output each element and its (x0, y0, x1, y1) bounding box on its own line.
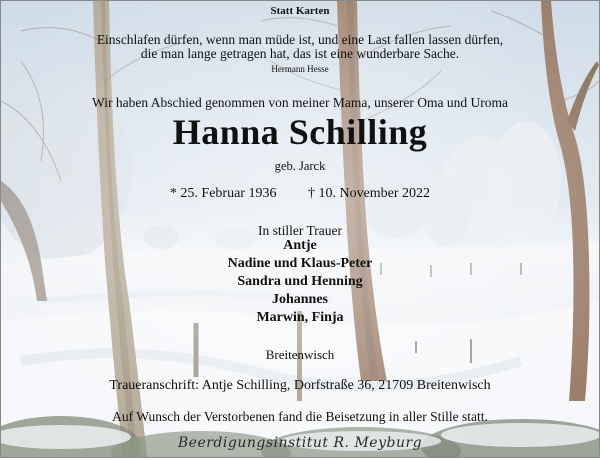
maiden-name: geb. Jarck (274, 159, 326, 173)
relative-line: Antje (283, 238, 317, 253)
mourning-address: Traueranschrift: Antje Schilling, Dorfstraße 36, 21709 Breitenwisch (109, 378, 491, 393)
poem-author: Hermann Hesse (271, 64, 329, 74)
deceased-name: Hanna Schilling (172, 112, 428, 152)
birth-date: * 25. Februar 1936 (169, 186, 277, 201)
life-dates (1, 186, 599, 202)
mourning-intro: In stiller Trauer (258, 223, 342, 238)
notice-text (1, 1, 599, 457)
relative-line: Marwin, Finja (256, 310, 344, 325)
death-date: † 10. November 2022 (307, 186, 431, 201)
burial-notice: Auf Wunsch der Verstorbenen fand die Beisetzung in aller Stille statt. (112, 409, 488, 424)
funeral-home-name: Beerdigungsinstitut R. Meyburg (177, 435, 423, 451)
poem-line-1: Einschlafen dürfen, wenn man müde ist, und eine Last fallen lassen dürfen, (96, 32, 504, 47)
place-name: Breitenwisch (265, 347, 335, 362)
farewell-intro: Wir haben Abschied genommen von meiner Mama, unserer Oma und Uroma (92, 95, 508, 110)
statt-karten-header: Statt Karten (270, 5, 330, 17)
poem-line-2: die man lange getragen hat, das ist eine wunderbare Sache. (140, 46, 460, 61)
relative-line: Johannes (271, 292, 329, 307)
relative-line: Nadine und Klaus-Peter (227, 256, 373, 271)
relative-line: Sandra und Henning (237, 274, 363, 289)
